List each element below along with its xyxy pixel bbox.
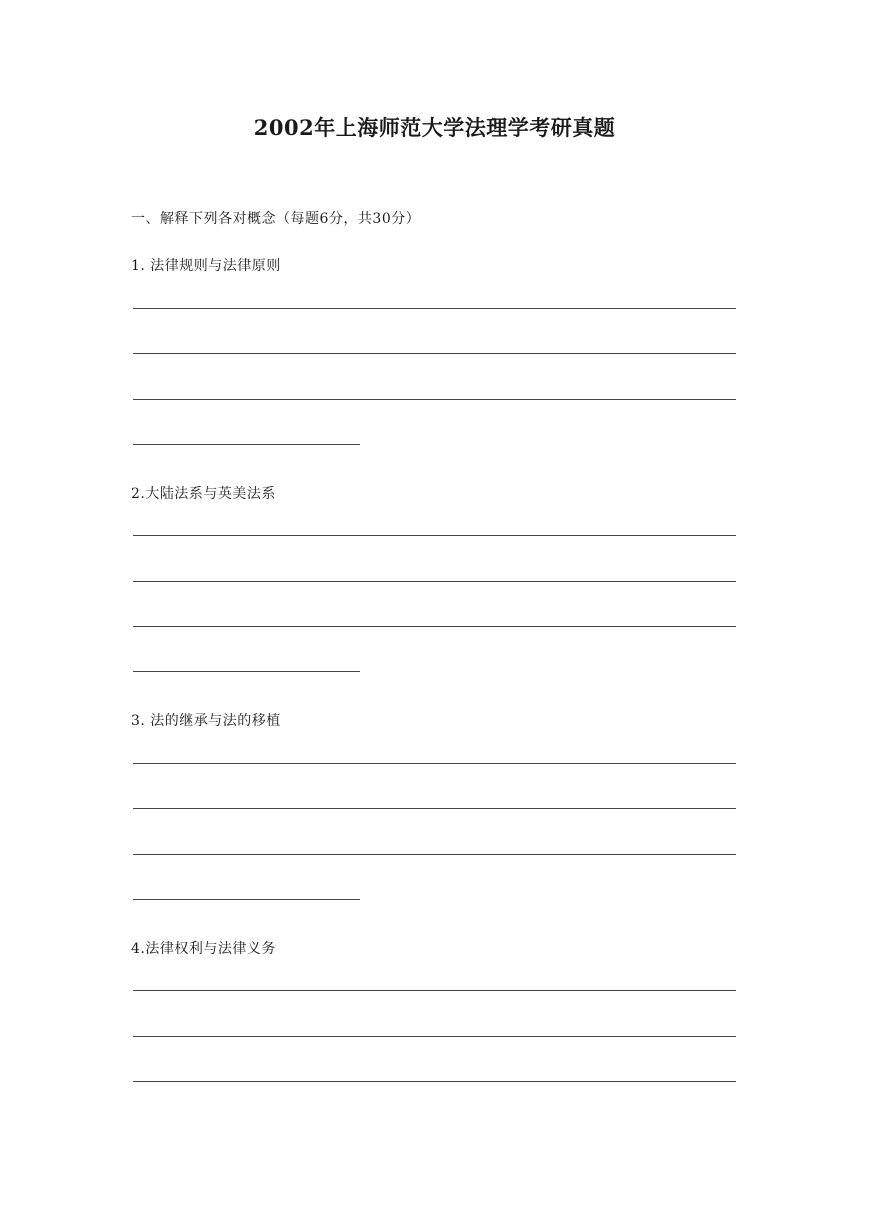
answer-line (133, 626, 736, 627)
answer-line (133, 808, 736, 809)
answer-line (133, 444, 360, 445)
answer-line (133, 353, 736, 354)
answer-line (133, 763, 736, 764)
question-2-label: 2.大陆法系与英美法系 (131, 486, 276, 502)
answer-line (133, 581, 736, 582)
answer-line (133, 990, 736, 991)
answer-line (133, 854, 736, 855)
answer-line (133, 899, 360, 900)
answer-line (133, 671, 360, 672)
question-4-label: 4.法律权利与法律义务 (131, 941, 276, 957)
answer-line (133, 1081, 736, 1082)
answer-line (133, 1036, 736, 1037)
question-3-label: 3. 法的继承与法的移植 (131, 713, 281, 729)
answer-line (133, 308, 736, 309)
page-title: 2002年上海师范大学法理学考研真题 (253, 115, 616, 140)
section-heading: 一、解释下列各对概念（每题6分，共30分） (131, 211, 421, 227)
answer-line (133, 399, 736, 400)
answer-line (133, 535, 736, 536)
question-1-label: 1. 法律规则与法律原则 (131, 258, 281, 274)
